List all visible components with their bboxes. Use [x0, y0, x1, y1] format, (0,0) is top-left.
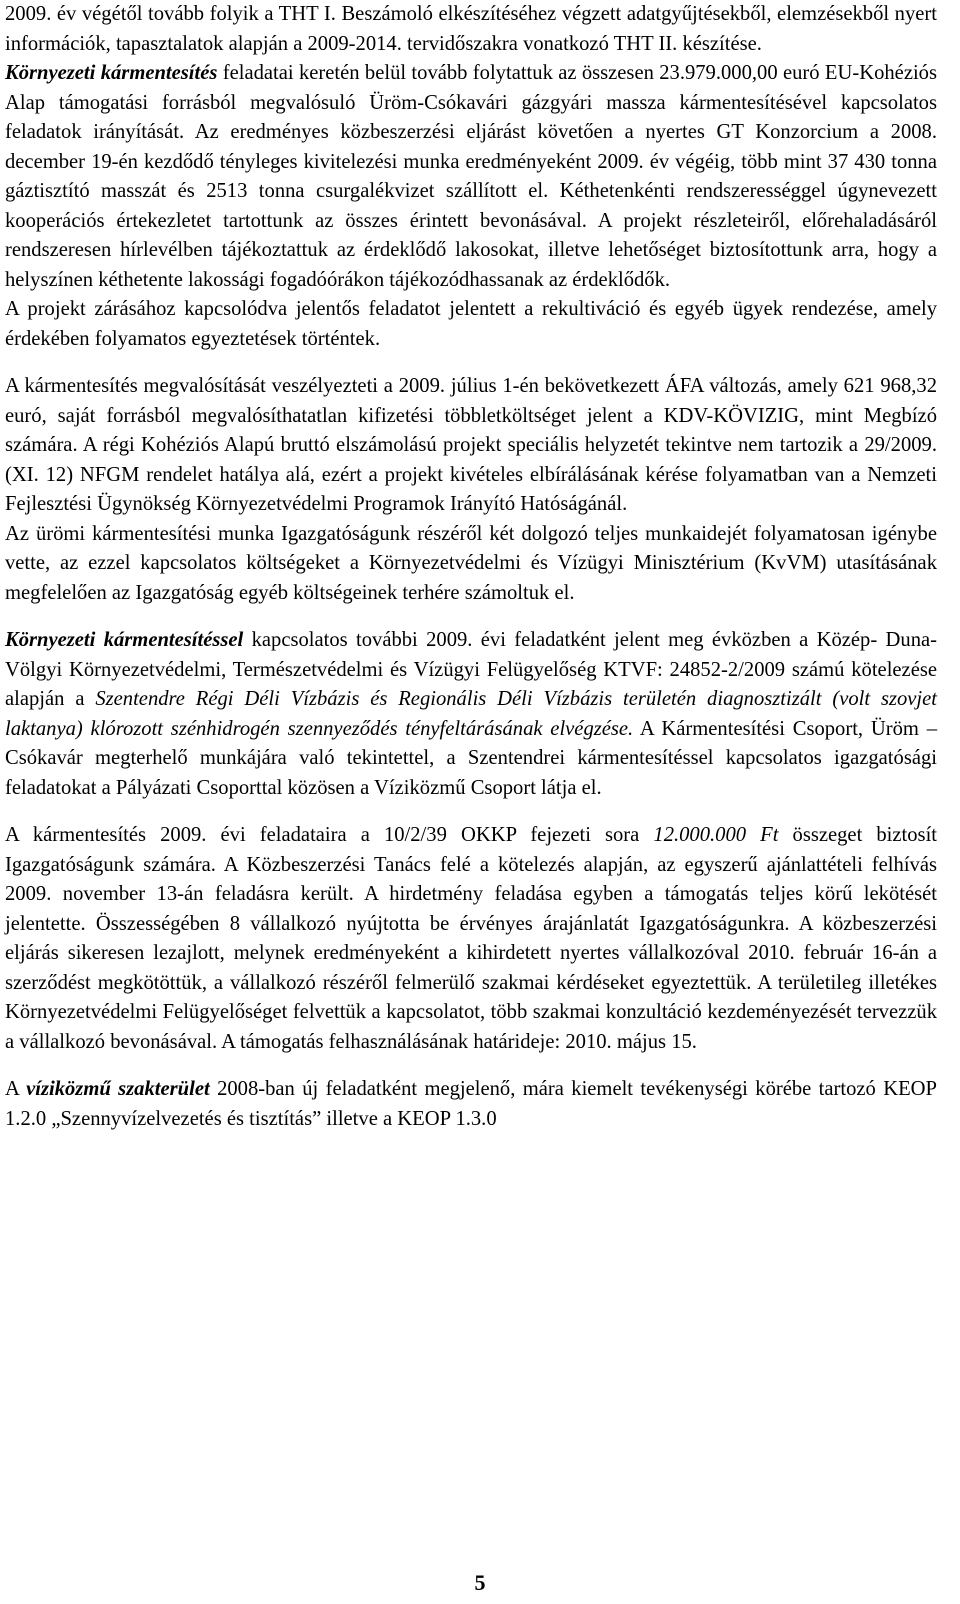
- paragraph: [5, 1075, 937, 1134]
- paragraph-spacer: [5, 1057, 937, 1075]
- text-run: A: [5, 1078, 27, 1100]
- text-run: A projekt zárásához kapcsolódva jelentős feladatot jelentett a rekultiváció és egyéb ügyek rendezése, amely érdekében folyamatos egyeztetések történtek.: [5, 298, 937, 350]
- paragraph: [5, 295, 937, 354]
- text-run: A kármentesítés 2009. évi feladataira a 10/2/39 OKKP fejezeti sora: [5, 824, 654, 846]
- paragraph-spacer: [5, 803, 937, 821]
- emphasized-text: víziközmű szakterület: [26, 1078, 210, 1100]
- italic-text: Szentendre Régi Déli Vízbázis és Regionális Déli Vízbázis területén diagnosztizált (volt szovjet laktanya) klórozott szénhidrogén szennyeződés tényfeltárásának elvégzése.: [5, 688, 937, 740]
- text-run: összeget biztosít Igazgatóságunk számára. A Közbeszerzési Tanács felé a kötelezés alapján, az egyszerű ajánlattételi felhívás 2009. november 13-án feladásra került. A hirdetmény feladása egyben a támogatás teljes körű lekötését jelentette. Összességében 8 vállalkozó nyújtotta be érvényes árajánlatát Igazgatóságunkra. A közbeszerzési eljárás sikeresen lezajlott, melynek eredményeként a kihirdetett nyertes vállalkozóval 2010. február 16-án a szerződést megkötöttük, a vállalkozó részéről felmerülő szakmai kérdéseket egyeztettük. A területileg illetékes Környezetvédelmi Felügyelőséget felvettük a kapcsolatot, több szakmai konzultáció kezdeményezését tervezzük a vállalkozó bevonásával. A támogatás felhasználásának határideje: 2010. május 15.: [5, 824, 938, 1053]
- bold-text: [26, 1078, 210, 1100]
- text-run: A Kármentesítési Csoport, Üröm – Csókavár megterhelő munkájára való tekintettel, a Szentendrei kármentesítéssel kapcsolatos igazgatósági feladatokat a Pályázati Csoporttal közösen a Víziközmű Csoport látja el.: [5, 717, 938, 799]
- emphasized-text: Környezeti kármentesítéssel: [5, 629, 244, 651]
- paragraph: [5, 0, 937, 59]
- document-body: [5, 0, 937, 1134]
- paragraph-spacer: [5, 354, 937, 372]
- emphasized-text: Környezeti kármentesítés: [5, 62, 218, 84]
- paragraph: [5, 59, 937, 295]
- text-run: 2008-ban új feladatként megjelenő, mára kiemelt tevékenységi körébe tartozó KEOP 1.2.0 „Szennyvízelvezetés és tisztítás” illetve a KEOP 1.3.0: [5, 1078, 937, 1130]
- paragraph: [5, 821, 937, 1057]
- text-run: feladatai keretén belül tovább folytattuk az összesen 23.979.000,00 euró EU-Kohéziós Alap támogatási forrásból megvalósuló Üröm-Csókavári gázgyári massza kármentesítésével kapcsolatos feladatok irányítását. Az eredményes közbeszerzési eljárást követően a nyertes GT Konzorcium a 2008. december 19-én kezdődő tényleges kivitelezési munka eredményeként 2009. év végéig, több mint 37 430 tonna gáztisztító masszát és 2513 tonna csurgalékvizet szállított el. Kéthetenkénti rendszerességgel úgynevezett kooperációs értekezletet tartottunk az összes érintett bevonásával. A projekt részleteiről, előrehaladásáról rendszeresen hírlevélben tájékoztattuk az érdeklődő lakosokat, illetve lehetőséget biztosítottunk arra, hogy a helyszínen kéthetente lakossági fogadóórákon tájékozódhassanak az érdeklődők.: [5, 62, 937, 291]
- paragraph: [5, 520, 937, 609]
- paragraph: [5, 626, 937, 803]
- bold-text: [5, 629, 243, 651]
- paragraph-spacer: [5, 608, 937, 626]
- bold-text: [5, 62, 217, 84]
- paragraph: [5, 372, 937, 520]
- text-run: Az ürömi kármentesítési munka Igazgatóságunk részéről két dolgozó teljes munkaidejét folyamatosan igénybe vette, az ezzel kapcsolatos költségeket a Környezetvédelmi és Vízügyi Minisztérium (KvVM) utasításának megfelelően az Igazgatóság egyéb költségeinek terhére számoltuk el.: [5, 522, 937, 604]
- text-run: kapcsolatos további 2009. évi feladatként jelent meg évközben a Közép- Duna- Völgyi Környezetvédelmi, Természetvédelmi és Vízügyi Felügyelőség KTVF: 24852-2/2009 számú kötelezése alapján a: [5, 629, 937, 710]
- italic-text: 12.000.000 Ft: [653, 824, 779, 846]
- text-run: 2009. év végétől tovább folyik a THT I. Beszámoló elkészítéséhez végzett adatgyűjtésekből, elemzésekből nyert információk, tapasztalatok alapján a 2009-2014. tervidőszakra vonatkozó THT II. készítése.: [5, 3, 937, 55]
- text-run: A kármentesítés megvalósítását veszélyezteti a 2009. július 1-én bekövetkezett ÁFA változás, amely 621 968,32 euró, saját forrásból megvalósíthatatlan kifizetési többletköltséget jelent a KDV-KÖVIZIG, mint Megbízó számára. A régi Kohéziós Alapú bruttó elszámolású projekt speciális helyzetét tekintve nem tartozik a 29/2009.(XI. 12) NFGM rendelet hatálya alá, ezért a projekt kivételes elbírálásának kérése folyamatban van a Nemzeti Fejlesztési Ügynökség Környezetvédelmi Programok Irányító Hatóságánál.: [5, 375, 937, 515]
- page-number: 5: [474, 1570, 486, 1595]
